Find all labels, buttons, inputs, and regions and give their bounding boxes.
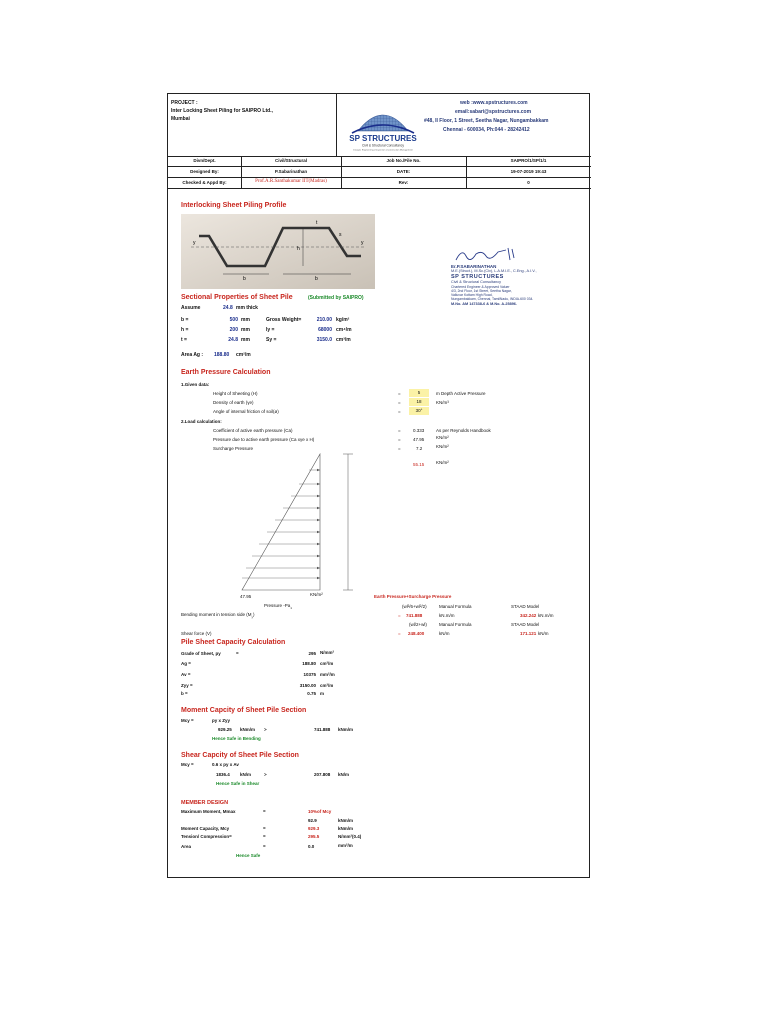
info-value: SAIPRO/1/SP/1/1 xyxy=(510,158,547,163)
sec-key: b = xyxy=(181,317,189,323)
load-note: KN/m² xyxy=(436,435,449,440)
given-value: 5 xyxy=(409,389,429,397)
cap-key: Grade of Sheet, py xyxy=(181,651,221,656)
diagram-caption xyxy=(264,603,292,610)
member-value: 295.5 xyxy=(308,834,320,839)
signature xyxy=(452,246,522,264)
project-line1: Inter Locking Sheet Piling for SAIPRO Ltd., xyxy=(171,108,273,114)
diagram-base-value: 47.95 xyxy=(240,594,252,599)
profile-image xyxy=(181,214,375,289)
given-value-cell xyxy=(409,398,429,406)
sec-value: 210.00 xyxy=(316,317,332,323)
bm-label: Bending moment in tension side $(M_y)$ xyxy=(181,612,255,619)
moment-compare: 741.888 xyxy=(314,727,331,732)
member-key: Maximum Moment, Mmax xyxy=(181,809,236,814)
moment-compare-unit: kNm/m xyxy=(338,727,354,732)
pressure-diagram xyxy=(228,450,368,596)
project-line2: Mumbai xyxy=(171,116,190,122)
member-key: Tension/ Compression= xyxy=(181,834,232,839)
shear-compare: 207.808 xyxy=(314,772,331,777)
bm-label-text: Bending moment in tension side (M xyxy=(181,612,252,617)
moment-title: Moment Capcity of Sheet Pile Section xyxy=(181,707,307,714)
load-heading: 2.Load calculation: xyxy=(181,419,222,424)
cap-unit: N/mm² xyxy=(320,650,335,655)
assume-label: Assume xyxy=(181,305,201,311)
moment-value: 929.25 xyxy=(218,727,232,732)
profile-label-h: h xyxy=(297,246,300,252)
given-value: 18 xyxy=(409,398,429,406)
table-line xyxy=(168,177,591,178)
engineer-quals: M.E.(Struct.), M.Sc.(Civ), L.A.M.I.E., C.Eng., A.I.V., xyxy=(451,269,537,273)
cap-value: 295 xyxy=(308,651,316,656)
table-line xyxy=(168,188,591,189)
sec-key: h = xyxy=(181,327,189,333)
company-name: SP STRUCTURES xyxy=(349,134,417,143)
sectional-submitted: (Submitted by SAIPRO) xyxy=(308,295,364,301)
member-unit: kNm/m xyxy=(338,826,354,831)
staad-label: STAAD Model xyxy=(511,622,540,627)
company-email: email:sabari@spstructures.com xyxy=(455,109,532,115)
sec-key: Sy = xyxy=(266,337,277,343)
member-key: Area xyxy=(181,844,192,849)
profile-label-t: t xyxy=(316,220,318,226)
given-key: Angle of internal friction of soil(ø) xyxy=(213,409,279,414)
company-address: #48, II Floor, 1 Street, Seetha Nagar, Nungambakkam xyxy=(424,118,549,124)
member-value: 929.3 xyxy=(308,826,320,831)
info-value: 19-07-2019 19:43 xyxy=(510,169,547,174)
member-value: 92.9 xyxy=(308,818,317,823)
shear-title: Shear Capcity of Sheet Pile Section xyxy=(181,752,299,759)
bm-unit: kN.m/m xyxy=(439,613,455,618)
company-city: Chennai - 600034, Ph:044 - 28242412 xyxy=(443,127,530,133)
stamp-addr2: Valluvar Kottam High Road, xyxy=(451,293,493,297)
profile-title: Interlocking Sheet Piling Profile xyxy=(181,202,287,209)
sec-key: Iy = xyxy=(266,327,275,333)
area-unit: cm²/m xyxy=(236,352,251,358)
earth-title: Earth Pressure Calculation xyxy=(181,369,271,376)
manual-label: Manual Formula xyxy=(439,622,472,627)
bm-formula: (wl²/6+wl²/2) xyxy=(402,604,427,609)
area-value: 188.80 xyxy=(214,352,230,358)
sf-eq: = xyxy=(398,631,401,636)
table-line xyxy=(168,166,591,167)
header-divider xyxy=(336,94,337,156)
total-unit: KN/m² xyxy=(436,460,449,465)
cap-value: 3150.00 xyxy=(299,683,316,688)
member-eq: = xyxy=(263,809,266,814)
stamp-addr1: 4/3, 2nd Floor, 1st Street, Seetha Nagar, xyxy=(451,289,512,293)
sec-key: Gross Weight= xyxy=(266,317,302,323)
shear-compare-unit: kN/m xyxy=(338,772,350,777)
cap-eq: = xyxy=(236,651,239,656)
shear-gt: > xyxy=(264,772,267,777)
info-key: Job No./File No. xyxy=(386,158,421,163)
cap-unit: m xyxy=(320,691,325,696)
sec-key: t = xyxy=(181,337,187,343)
sec-unit: mm xyxy=(241,337,250,343)
cap-value: 0.75 xyxy=(307,691,316,696)
member-key: Moment Capacity, Mcy xyxy=(181,826,230,831)
given-eq: = xyxy=(398,400,401,405)
member-safe: Hence Safe xyxy=(236,853,261,858)
profile-label-b: b xyxy=(243,276,246,282)
load-value: 0.333 xyxy=(413,428,425,433)
cap-key: Av = xyxy=(181,672,191,677)
sec-unit: mm xyxy=(241,327,250,333)
sf-unit: kN/m xyxy=(439,631,450,636)
manual-label: Manual Formula xyxy=(439,604,472,609)
stamp-role: Chartered Engineer & Approved Valuer xyxy=(451,285,510,289)
given-key: Density of earth (γe) xyxy=(213,400,254,405)
sec-value: 68000 xyxy=(318,327,332,333)
shear-value: 1836.4 xyxy=(216,772,230,777)
bm-staad-unit: kN.m/m xyxy=(538,613,554,618)
cap-unit: cm²/m xyxy=(320,661,334,666)
company-web: web :www.spstructures.com xyxy=(460,100,528,106)
shear-unit: kN/m xyxy=(240,772,252,777)
cap-value: 10375 xyxy=(303,672,316,677)
member-title: MEMBER DESIGN xyxy=(181,800,229,806)
cap-unit: mm²/m xyxy=(320,672,335,677)
sec-unit: mm xyxy=(241,317,250,323)
load-value: 7.2 xyxy=(416,446,423,451)
bm-eq: = xyxy=(398,613,401,618)
given-eq: = xyxy=(398,391,401,396)
given-value: 30° xyxy=(409,407,429,415)
member-unit: N/mm²(0.4) xyxy=(338,834,362,839)
member-eq: = xyxy=(263,826,266,831)
sf-label: Shear force (V) xyxy=(181,631,212,636)
diagram-base-unit: KN/m² xyxy=(310,592,323,597)
assume-unit: mm thick xyxy=(236,305,258,311)
diagram-caption-text: Pressure -Pa xyxy=(264,603,291,608)
load-note: As per Reynolds Handbook xyxy=(436,428,491,433)
profile-label-b: b xyxy=(315,276,318,282)
sec-value: 3150.0 xyxy=(316,337,332,343)
esp-title: Earth Pressure+Surcharge Pressure xyxy=(374,594,452,599)
cap-unit: cm³/m xyxy=(320,683,334,688)
company-logo xyxy=(338,97,428,153)
member-eq: = xyxy=(263,844,266,849)
info-value: 0 xyxy=(527,180,530,185)
sf-formula: (wl/2+wl) xyxy=(409,622,427,627)
load-eq: = xyxy=(398,428,401,433)
given-note: KN/m³ xyxy=(436,400,449,405)
sec-value: 200 xyxy=(229,327,238,333)
cap-key: Zyy = xyxy=(181,683,193,688)
load-key: Coefficient of active earth pressure (Ca) xyxy=(213,428,293,433)
sf-staad-unit: kN/m xyxy=(538,631,549,636)
load-key: Surcharge Pressure xyxy=(213,446,254,451)
bm-staad-value: 342.242 xyxy=(520,613,537,618)
bm-value: 741.888 xyxy=(406,613,423,618)
moment-safe: Hence Safe in Bending xyxy=(212,736,261,741)
profile-label-y: y xyxy=(361,240,364,246)
moment-gt: > xyxy=(264,727,267,732)
info-key: Rev: xyxy=(398,180,409,185)
load-key: Pressure due to active earth pressure (Ca xγe x H) xyxy=(213,437,315,442)
sf-value: 248.400 xyxy=(408,631,425,636)
staad-label: STAAD Model xyxy=(511,604,540,609)
given-heading: 1.Given data: xyxy=(181,382,210,387)
sectional-title: Sectional Properties of Sheet Pile xyxy=(181,294,293,301)
engineer-name: Er.P.SABARINATHAN xyxy=(451,264,497,269)
project-label: PROJECT : xyxy=(171,100,198,106)
table-line xyxy=(168,156,591,157)
sf-staad-value: 171.121 xyxy=(520,631,537,636)
cap-key: b = xyxy=(181,691,188,696)
member-value: 10%of Mcy xyxy=(308,809,332,814)
load-note: KN/m² xyxy=(436,444,449,449)
member-unit: kNm/m xyxy=(338,818,354,823)
bm-label-sub: y xyxy=(251,614,254,619)
info-key: Designed By: xyxy=(190,169,219,174)
stamp-firm: SP STRUCTURES xyxy=(451,274,504,280)
info-value: Prof.A.R.Santhakumar IIT(Madras) xyxy=(255,179,327,184)
profile-label-s: s xyxy=(339,232,342,238)
stamp-reg: M.No. AM 147338-6 & M.No. A-25896. xyxy=(451,302,517,306)
moment-unit: kNm/m xyxy=(240,727,256,732)
stamp-firm-sub: Civil & Structural Consultancy xyxy=(451,280,502,284)
profile-label-y: y xyxy=(193,240,196,246)
shear-formula: 0.6 x py x Av xyxy=(212,762,239,767)
stamp-addr3: Nungambakkam, Chennai, TamilNadu, INDIA-600 034. xyxy=(451,297,534,301)
shear-label: Mcy = xyxy=(181,762,194,767)
company-subtag: Design | Engineering | Inspection | Construction Management xyxy=(353,149,413,152)
member-eq: = xyxy=(263,834,266,839)
load-value: 47.95 xyxy=(413,437,425,442)
given-key: Height of Sheeting (H) xyxy=(213,391,258,396)
diagram-caption-sub: 1 xyxy=(290,605,292,610)
load-eq: = xyxy=(398,446,401,451)
info-key: Divn/Dept. xyxy=(193,158,216,163)
cap-value: 188.80 xyxy=(302,661,316,666)
assume-value: 24.8 xyxy=(223,305,233,311)
sec-value: 500 xyxy=(229,317,238,323)
moment-formula: py x Zyy xyxy=(212,718,231,723)
member-value: 0.0 xyxy=(308,844,315,849)
area-label: Area Ag : xyxy=(181,352,204,358)
sec-unit: cm⁴/m xyxy=(336,327,352,333)
given-note: m Depth Active Pressure xyxy=(436,391,486,396)
info-key: DATE: xyxy=(396,169,411,174)
info-value: Civil/Structural xyxy=(274,158,307,163)
given-value-cell xyxy=(409,407,429,415)
load-eq: = xyxy=(398,437,401,442)
info-key: Checked & Appd By: xyxy=(182,180,227,185)
member-unit: mm²/m xyxy=(338,843,353,848)
calculation-sheet xyxy=(167,93,590,878)
sec-value: 24.8 xyxy=(228,337,238,343)
moment-label: Mcy = xyxy=(181,718,194,723)
sec-unit: kg/m² xyxy=(336,317,350,323)
company-tagline: Civil & Structural Consultancy xyxy=(362,143,404,148)
info-value: P.Sabarinathan xyxy=(274,169,308,174)
given-eq: = xyxy=(398,409,401,414)
shear-safe: Hence Safe in Shear xyxy=(216,781,260,786)
sec-unit: cm³/m xyxy=(336,337,351,343)
total-pressure: 55.15 xyxy=(413,462,425,467)
capacity-title: Pile Sheet Capacity Calculation xyxy=(181,639,286,646)
cap-key: Ag = xyxy=(181,661,191,666)
given-value-cell xyxy=(409,389,429,397)
